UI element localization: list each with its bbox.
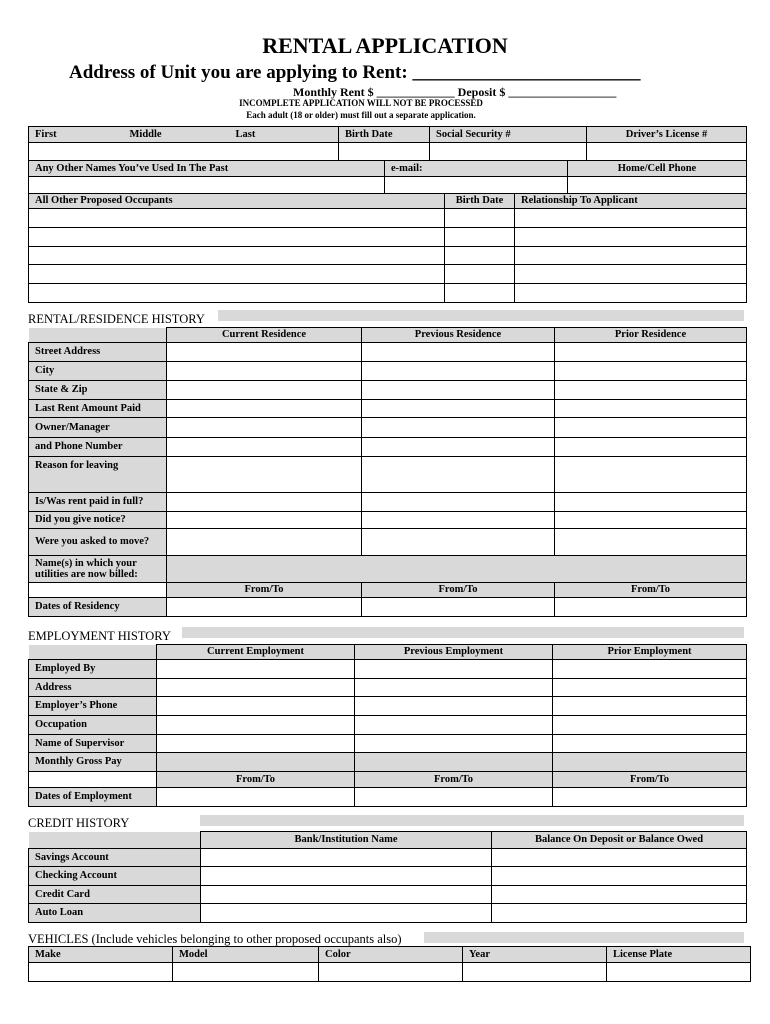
employment-field[interactable] <box>553 735 747 753</box>
row-label: and Phone Number <box>29 438 167 457</box>
rental-field[interactable] <box>167 529 362 556</box>
occupant-birth-field[interactable] <box>445 265 515 284</box>
relationship-header: Relationship To Applicant <box>515 194 747 209</box>
residency-dates-field[interactable] <box>362 598 555 617</box>
rental-col-header: Prior Residence <box>555 328 747 343</box>
other-names-label: Any Other Names You’ve Used In The Past <box>29 161 385 177</box>
credit-field[interactable] <box>201 904 492 923</box>
license-field[interactable] <box>587 143 747 161</box>
employment-dates-field[interactable] <box>157 788 355 807</box>
employment-field[interactable] <box>355 753 553 772</box>
occupant-birth-field[interactable] <box>445 228 515 247</box>
row-label: Last Rent Amount Paid <box>29 400 167 418</box>
occupant-relationship-field[interactable] <box>515 247 747 265</box>
rent-deposit-line[interactable]: Monthly Rent $ _____________ Deposit $ __________________ <box>293 85 617 99</box>
email-field[interactable] <box>385 177 568 195</box>
credit-col-header: Balance On Deposit or Balance Owed <box>492 832 747 849</box>
other-names-field[interactable] <box>29 177 385 195</box>
phone-field[interactable] <box>568 177 747 195</box>
rental-field[interactable] <box>555 400 747 418</box>
employment-col-header: Prior Employment <box>553 645 747 660</box>
vehicle-col-header: Color <box>319 947 463 963</box>
occupants-header: All Other Proposed Occupants <box>29 194 445 209</box>
from-to-label: From/To <box>355 772 553 788</box>
rental-field[interactable] <box>167 418 362 438</box>
from-to-label: From/To <box>157 772 355 788</box>
vehicles-section-title: VEHICLES (Include vehicles belonging to other proposed occupants also) <box>28 932 402 946</box>
employment-field[interactable] <box>553 753 747 772</box>
occupant-relationship-field[interactable] <box>515 284 747 303</box>
name-field[interactable] <box>29 143 339 161</box>
credit-field[interactable] <box>492 849 747 867</box>
row-label: Were you asked to move? <box>29 529 167 556</box>
rental-field[interactable] <box>362 381 555 400</box>
ssn-label: Social Security # <box>430 127 587 143</box>
row-label: Name of Supervisor <box>29 735 157 753</box>
credit-history-table <box>28 831 747 923</box>
utilities-names-field[interactable] <box>167 556 747 583</box>
ssn-field[interactable] <box>430 143 587 161</box>
rental-field[interactable] <box>362 512 555 529</box>
employment-dates-field[interactable] <box>355 788 553 807</box>
employment-field[interactable] <box>553 679 747 697</box>
from-to-label: From/To <box>555 583 747 598</box>
row-label: Auto Loan <box>29 904 201 923</box>
credit-section-title: CREDIT HISTORY <box>28 816 130 830</box>
employment-field[interactable] <box>157 679 355 697</box>
middle-label: Middle <box>129 128 162 140</box>
residency-dates-field[interactable] <box>167 598 362 617</box>
employment-field[interactable] <box>157 735 355 753</box>
row-label: Checking Account <box>29 867 201 886</box>
row-label: State & Zip <box>29 381 167 400</box>
row-label: Dates of Employment <box>29 788 157 807</box>
email-label: e-mail: <box>385 161 568 177</box>
rental-field[interactable] <box>555 418 747 438</box>
row-label: Name(s) in which your utilities are now billed: <box>29 556 167 583</box>
first-label: First <box>35 128 57 140</box>
employment-field[interactable] <box>157 660 355 679</box>
occupant-name-field[interactable] <box>29 265 445 284</box>
rental-section-title: RENTAL/RESIDENCE HISTORY <box>28 312 205 326</box>
row-label: Did you give notice? <box>29 512 167 529</box>
occupant-name-field[interactable] <box>29 228 445 247</box>
occupant-birth-field[interactable] <box>445 209 515 228</box>
rental-field[interactable] <box>167 457 362 493</box>
row-label: Address <box>29 679 157 697</box>
rental-field[interactable] <box>167 493 362 512</box>
occupant-relationship-field[interactable] <box>515 228 747 247</box>
vehicles-table <box>28 946 751 982</box>
credit-field[interactable] <box>201 867 492 886</box>
employment-col-header: Current Employment <box>157 645 355 660</box>
employment-corner <box>29 645 157 660</box>
incomplete-notice: INCOMPLETE APPLICATION WILL NOT BE PROCESSED <box>239 98 483 108</box>
occupant-name-field[interactable] <box>29 209 445 228</box>
phone-label: Home/Cell Phone <box>568 161 747 177</box>
from-to-label: From/To <box>553 772 747 788</box>
rental-field[interactable] <box>362 529 555 556</box>
residency-dates-field[interactable] <box>555 598 747 617</box>
credit-section-bar <box>200 815 744 826</box>
vehicle-col-header: Make <box>29 947 173 963</box>
vehicle-field[interactable] <box>173 963 319 982</box>
credit-field[interactable] <box>492 886 747 904</box>
row-label: Occupation <box>29 716 157 735</box>
occupant-name-field[interactable] <box>29 284 445 303</box>
row-label: Owner/Manager <box>29 418 167 438</box>
vehicle-field[interactable] <box>29 963 173 982</box>
row-label: Credit Card <box>29 886 201 904</box>
birth-date-label: Birth Date <box>339 127 430 143</box>
rental-field[interactable] <box>362 418 555 438</box>
employment-field[interactable] <box>355 679 553 697</box>
employment-field[interactable] <box>355 660 553 679</box>
credit-field[interactable] <box>201 849 492 867</box>
employment-field[interactable] <box>157 697 355 716</box>
rental-field[interactable] <box>555 362 747 381</box>
rental-field[interactable] <box>555 493 747 512</box>
vehicle-col-header: Year <box>463 947 607 963</box>
credit-field[interactable] <box>492 867 747 886</box>
rental-field[interactable] <box>167 343 362 362</box>
employment-section-title: EMPLOYMENT HISTORY <box>28 629 171 643</box>
employment-field[interactable] <box>553 697 747 716</box>
occupant-relationship-field[interactable] <box>515 209 747 228</box>
occupant-relationship-field[interactable] <box>515 265 747 284</box>
employment-field[interactable] <box>553 716 747 735</box>
rental-field[interactable] <box>362 438 555 457</box>
rental-field[interactable] <box>362 400 555 418</box>
occupant-birth-field[interactable] <box>445 284 515 303</box>
name-header <box>29 127 339 143</box>
employment-col-header: Previous Employment <box>355 645 553 660</box>
employment-field[interactable] <box>553 660 747 679</box>
row-label: Employer’s Phone <box>29 697 157 716</box>
occupant-birth-field[interactable] <box>445 247 515 265</box>
rental-field[interactable] <box>555 457 747 493</box>
rental-field[interactable] <box>555 438 747 457</box>
rental-col-header: Previous Residence <box>362 328 555 343</box>
vehicle-col-header: Model <box>173 947 319 963</box>
last-label: Last <box>235 128 256 140</box>
credit-col-header: Bank/Institution Name <box>201 832 492 849</box>
rental-field[interactable] <box>362 493 555 512</box>
rental-field[interactable] <box>167 512 362 529</box>
rental-section-bar <box>218 310 744 321</box>
occupant-birth-date-header: Birth Date <box>445 194 515 209</box>
credit-corner <box>29 832 201 849</box>
each-adult-notice: Each adult (18 or older) must fill out a separate application. <box>246 110 476 120</box>
row-label: Reason for leaving <box>29 457 167 493</box>
rental-field[interactable] <box>167 381 362 400</box>
from-to-label: From/To <box>167 583 362 598</box>
employment-history-table <box>28 644 747 807</box>
vehicle-field[interactable] <box>607 963 751 982</box>
vehicle-col-header: License Plate <box>607 947 751 963</box>
applicant-table <box>28 126 747 161</box>
employment-field[interactable] <box>355 735 553 753</box>
employment-field[interactable] <box>355 697 553 716</box>
vehicle-field[interactable] <box>319 963 463 982</box>
license-label: Driver’s License # <box>587 127 747 143</box>
rental-field[interactable] <box>555 512 747 529</box>
rental-history-table <box>28 327 747 617</box>
row-label: Monthly Gross Pay <box>29 753 157 772</box>
rental-field[interactable] <box>362 362 555 381</box>
rental-field[interactable] <box>555 529 747 556</box>
employment-section-bar <box>182 627 744 638</box>
credit-field[interactable] <box>492 904 747 923</box>
employment-field[interactable] <box>157 716 355 735</box>
from-to-label: From/To <box>362 583 555 598</box>
row-label: Employed By <box>29 660 157 679</box>
occupant-name-field[interactable] <box>29 247 445 265</box>
rental-corner <box>29 328 167 343</box>
occupants-table <box>28 193 747 303</box>
credit-field[interactable] <box>201 886 492 904</box>
employment-field[interactable] <box>157 753 355 772</box>
row-label: Dates of Residency <box>29 598 167 617</box>
rental-field[interactable] <box>555 381 747 400</box>
page-title: RENTAL APPLICATION <box>262 33 508 58</box>
vehicle-field[interactable] <box>463 963 607 982</box>
birth-date-field[interactable] <box>339 143 430 161</box>
rental-field[interactable] <box>362 457 555 493</box>
vehicles-section-bar <box>424 932 744 943</box>
rental-field[interactable] <box>167 438 362 457</box>
rental-field[interactable] <box>167 400 362 418</box>
rental-field[interactable] <box>555 343 747 362</box>
row-label: Is/Was rent paid in full? <box>29 493 167 512</box>
rental-field[interactable] <box>362 343 555 362</box>
row-label: Savings Account <box>29 849 201 867</box>
employment-field[interactable] <box>355 716 553 735</box>
rental-field[interactable] <box>167 362 362 381</box>
applicant-contact-table <box>28 160 747 195</box>
employment-dates-spacer <box>29 772 157 788</box>
address-line[interactable]: Address of Unit you are applying to Rent: ________________________ <box>69 62 641 83</box>
rental-col-header: Current Residence <box>167 328 362 343</box>
row-label: Street Address <box>29 343 167 362</box>
row-label: City <box>29 362 167 381</box>
employment-dates-field[interactable] <box>553 788 747 807</box>
rental-dates-spacer <box>29 583 167 598</box>
